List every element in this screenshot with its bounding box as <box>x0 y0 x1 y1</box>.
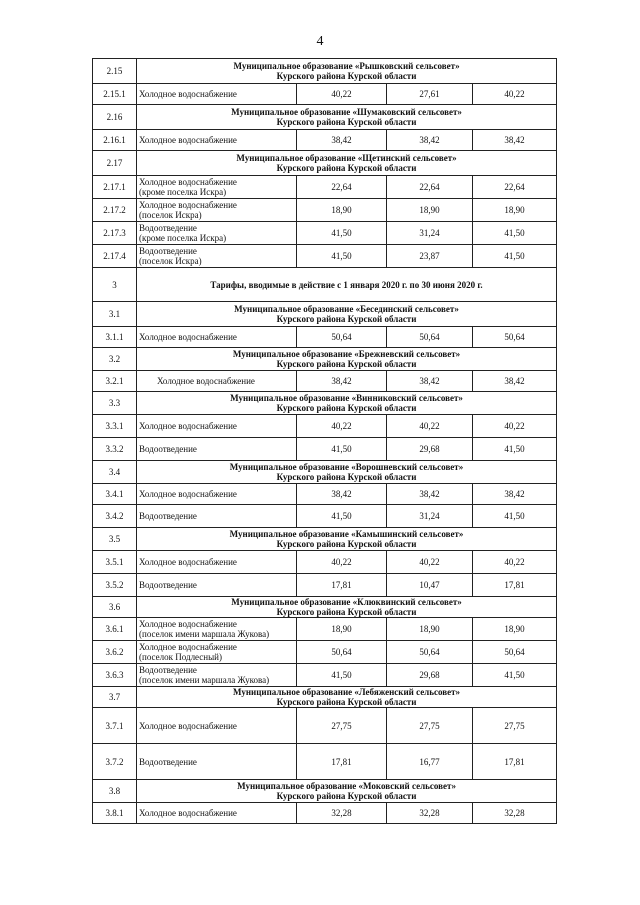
tariff-value: 29,68 <box>387 438 473 461</box>
municipality-header-row <box>93 348 557 371</box>
tariff-value: 40,22 <box>387 551 473 574</box>
row-number: 3.3.2 <box>93 438 137 461</box>
page-number: 4 <box>316 34 324 49</box>
service-description <box>137 618 297 641</box>
service-description-line: Холодное водоснабжение <box>157 376 255 386</box>
municipality-header-line: Муниципальное образование «Рышковский сельсовет» <box>233 61 460 71</box>
tariff-table-body <box>93 59 557 824</box>
tariff-value: 40,22 <box>473 551 557 574</box>
row-number: 3.1.1 <box>93 327 137 348</box>
tariff-value: 16,77 <box>387 744 473 780</box>
service-description-line: (поселок имени маршала Жукова) <box>139 629 270 639</box>
tariff-value: 27,75 <box>387 708 473 744</box>
table-row <box>93 618 557 641</box>
service-description <box>137 199 297 222</box>
table-row <box>93 245 557 268</box>
tariff-value: 17,81 <box>297 574 387 597</box>
row-number: 3.8 <box>93 780 137 803</box>
municipality-header-row <box>93 302 557 327</box>
tariff-value: 38,42 <box>387 130 473 151</box>
row-number: 2.17 <box>93 151 137 176</box>
row-number: 3.6 <box>93 597 137 618</box>
tariff-value: 38,42 <box>297 130 387 151</box>
service-description <box>137 505 297 528</box>
row-number: 2.15.1 <box>93 84 137 105</box>
municipality-header-line: Курского района Курской области <box>276 539 417 549</box>
tariff-value: 40,22 <box>387 415 473 438</box>
service-description-line: (поселок Подлесный) <box>139 652 222 662</box>
municipality-header-line: Курского района Курской области <box>276 697 417 707</box>
service-description <box>137 130 297 151</box>
municipality-header <box>137 151 557 176</box>
table-row <box>93 744 557 780</box>
municipality-header <box>137 528 557 551</box>
row-number: 3.4 <box>93 461 137 484</box>
service-description <box>137 551 297 574</box>
service-description <box>137 641 297 664</box>
row-number: 2.16 <box>93 105 137 130</box>
row-number: 2.15 <box>93 59 137 84</box>
municipality-header <box>137 105 557 130</box>
table-row <box>93 176 557 199</box>
service-description <box>137 803 297 824</box>
row-number: 2.17.2 <box>93 199 137 222</box>
row-number: 3.7 <box>93 687 137 708</box>
tariff-value: 41,50 <box>473 438 557 461</box>
tariff-value: 22,64 <box>387 176 473 199</box>
tariff-value: 18,90 <box>473 618 557 641</box>
table-row <box>93 371 557 392</box>
service-description-line: Водоотведение <box>139 580 197 590</box>
municipality-header-line: Муниципальное образование «Шумаковский сельсовет» <box>231 107 462 117</box>
row-number: 2.17.3 <box>93 222 137 245</box>
tariff-value: 18,90 <box>387 199 473 222</box>
tariff-value: 29,68 <box>387 664 473 687</box>
municipality-header-line: Муниципальное образование «Брежневский сельсовет» <box>232 349 461 359</box>
municipality-header <box>137 597 557 618</box>
municipality-header <box>137 780 557 803</box>
tariff-value: 41,50 <box>297 438 387 461</box>
municipality-header-line: Муниципальное образование «Винниковский сельсовет» <box>230 393 463 403</box>
service-description-line: Холодное водоснабжение <box>139 489 237 499</box>
tariff-value: 40,22 <box>297 84 387 105</box>
tariff-value: 17,81 <box>473 574 557 597</box>
section-row <box>93 268 557 302</box>
tariff-value: 23,87 <box>387 245 473 268</box>
tariff-value: 17,81 <box>473 744 557 780</box>
service-description-line: Холодное водоснабжение <box>139 557 237 567</box>
municipality-header-line: Курского района Курской области <box>276 472 417 482</box>
service-description-line: Холодное водоснабжение <box>139 421 237 431</box>
municipality-header <box>137 687 557 708</box>
service-description-line: Холодное водоснабжение <box>139 200 237 210</box>
tariff-value: 22,64 <box>297 176 387 199</box>
row-number: 3.8.1 <box>93 803 137 824</box>
tariff-value: 41,50 <box>297 505 387 528</box>
row-number: 3.3 <box>93 392 137 415</box>
tariff-value: 18,90 <box>297 618 387 641</box>
service-description-line: Водоотведение <box>139 246 197 256</box>
municipality-header-line: Курского района Курской области <box>276 607 417 617</box>
municipality-header-line: Курского района Курской области <box>276 163 417 173</box>
municipality-header-line: Курского района Курской области <box>276 117 417 127</box>
service-description-line: Холодное водоснабжение <box>139 332 237 342</box>
municipality-header-line: Муниципальное образование «Ворошневский сельсовет» <box>229 462 464 472</box>
service-description-line: Водоотведение <box>139 223 197 233</box>
table-row <box>93 803 557 824</box>
row-number: 3.5.2 <box>93 574 137 597</box>
row-number: 3.5.1 <box>93 551 137 574</box>
table-row <box>93 664 557 687</box>
service-description <box>137 664 297 687</box>
tariff-value: 50,64 <box>297 327 387 348</box>
tariff-value: 40,22 <box>473 415 557 438</box>
tariff-table <box>92 58 557 824</box>
tariff-value: 38,42 <box>473 130 557 151</box>
tariff-value: 50,64 <box>387 641 473 664</box>
service-description-line: Холодное водоснабжение <box>139 720 237 731</box>
service-description-line: Водоотведение <box>139 665 197 675</box>
tariff-value: 41,50 <box>297 222 387 245</box>
municipality-header-row <box>93 151 557 176</box>
municipality-header-line: Муниципальное образование «Лебяженский сельсовет» <box>232 687 461 697</box>
tariff-value: 50,64 <box>473 641 557 664</box>
tariff-value: 32,28 <box>297 803 387 824</box>
row-number: 3.7.1 <box>93 708 137 744</box>
service-description-line: Холодное водоснабжение <box>139 89 237 99</box>
tariff-value: 22,64 <box>473 176 557 199</box>
tariff-value: 38,42 <box>473 484 557 505</box>
municipality-header-line: Муниципальное образование «Камышинский сельсовет» <box>229 529 464 539</box>
service-description-line: Холодное водоснабжение <box>139 619 237 629</box>
row-number: 3.4.1 <box>93 484 137 505</box>
tariff-value: 27,61 <box>387 84 473 105</box>
service-description-line: Холодное водоснабжение <box>139 642 237 652</box>
row-number: 3.6.2 <box>93 641 137 664</box>
service-description <box>137 438 297 461</box>
table-row <box>93 84 557 105</box>
row-number: 2.17.1 <box>93 176 137 199</box>
table-row <box>93 641 557 664</box>
tariff-value: 38,42 <box>387 484 473 505</box>
municipality-header-line: Муниципальное образование «Щетинский сельсовет» <box>236 153 457 163</box>
municipality-header-row <box>93 105 557 130</box>
municipality-header-line: Курского района Курской области <box>276 791 417 801</box>
service-description <box>137 245 297 268</box>
municipality-header-row <box>93 780 557 803</box>
tariff-value: 38,42 <box>297 484 387 505</box>
tariff-value: 18,90 <box>387 618 473 641</box>
tariff-value: 10,47 <box>387 574 473 597</box>
service-description <box>137 708 297 744</box>
service-description <box>137 415 297 438</box>
table-row <box>93 415 557 438</box>
row-number: 3.6.3 <box>93 664 137 687</box>
service-description-line: (поселок имени маршала Жукова) <box>139 675 270 685</box>
tariff-value: 41,50 <box>473 222 557 245</box>
tariff-value: 41,50 <box>297 245 387 268</box>
service-description-line: (поселок Искра) <box>139 210 202 220</box>
municipality-header-line: Курского района Курской области <box>276 314 417 324</box>
service-description <box>137 84 297 105</box>
service-description-line: (кроме поселка Искра) <box>139 233 227 243</box>
tariff-value: 38,42 <box>297 371 387 392</box>
row-number: 3 <box>93 268 137 302</box>
table-row <box>93 199 557 222</box>
row-number: 3.2.1 <box>93 371 137 392</box>
row-number: 2.17.4 <box>93 245 137 268</box>
municipality-header-line: Курского района Курской области <box>276 403 417 413</box>
municipality-header-row <box>93 461 557 484</box>
section-title: Тарифы, вводимые в действие с 1 января 2020 г. по 30 июня 2020 г. <box>137 268 557 302</box>
municipality-header-line: Муниципальное образование «Клюквинский сельсовет» <box>231 597 462 607</box>
service-description-line: Водоотведение <box>139 444 197 454</box>
municipality-header-line: Муниципальное образование «Бесединский сельсовет» <box>234 304 459 314</box>
row-number: 3.4.2 <box>93 505 137 528</box>
tariff-value: 32,28 <box>387 803 473 824</box>
municipality-header-row <box>93 597 557 618</box>
municipality-header <box>137 59 557 84</box>
table-row <box>93 505 557 528</box>
service-description-line: (поселок Искра) <box>139 256 202 266</box>
tariff-value: 27,75 <box>297 708 387 744</box>
municipality-header-row <box>93 59 557 84</box>
service-description <box>137 222 297 245</box>
municipality-header <box>137 302 557 327</box>
row-number: 3.5 <box>93 528 137 551</box>
row-number: 3.6.1 <box>93 618 137 641</box>
service-description <box>137 327 297 348</box>
service-description-line: Водоотведение <box>139 756 197 767</box>
tariff-value: 50,64 <box>297 641 387 664</box>
row-number: 3.7.2 <box>93 744 137 780</box>
municipality-header-line: Муниципальное образование «Моковский сельсовет» <box>237 781 456 791</box>
table-row <box>93 327 557 348</box>
tariff-value: 18,90 <box>297 199 387 222</box>
table-row <box>93 708 557 744</box>
tariff-value: 41,50 <box>297 664 387 687</box>
service-description-line: Холодное водоснабжение <box>139 135 237 145</box>
tariff-value: 17,81 <box>297 744 387 780</box>
municipality-header-line: Курского района Курской области <box>276 359 417 369</box>
tariff-value: 50,64 <box>473 327 557 348</box>
table-row <box>93 551 557 574</box>
tariff-value: 41,50 <box>473 245 557 268</box>
service-description <box>137 176 297 199</box>
tariff-value: 27,75 <box>473 708 557 744</box>
tariff-value: 40,22 <box>297 551 387 574</box>
municipality-header <box>137 348 557 371</box>
row-number: 2.16.1 <box>93 130 137 151</box>
service-description <box>137 484 297 505</box>
table-row <box>93 574 557 597</box>
service-description <box>137 574 297 597</box>
service-description-line: Холодное водоснабжение <box>139 177 237 187</box>
municipality-header <box>137 392 557 415</box>
service-description <box>137 371 297 392</box>
tariff-value: 40,22 <box>297 415 387 438</box>
tariff-value: 18,90 <box>473 199 557 222</box>
tariff-value: 38,42 <box>387 371 473 392</box>
tariff-value: 38,42 <box>473 371 557 392</box>
row-number: 3.1 <box>93 302 137 327</box>
table-row <box>93 130 557 151</box>
service-description-line: (кроме поселка Искра) <box>139 187 227 197</box>
row-number: 3.3.1 <box>93 415 137 438</box>
tariff-value: 41,50 <box>473 505 557 528</box>
municipality-header-row <box>93 528 557 551</box>
tariff-value: 41,50 <box>473 664 557 687</box>
table-row <box>93 484 557 505</box>
municipality-header-row <box>93 392 557 415</box>
tariff-value: 31,24 <box>387 222 473 245</box>
row-number: 3.2 <box>93 348 137 371</box>
municipality-header-row <box>93 687 557 708</box>
service-description-line: Холодное водоснабжение <box>139 808 237 818</box>
municipality-header <box>137 461 557 484</box>
tariff-value: 40,22 <box>473 84 557 105</box>
tariff-value: 50,64 <box>387 327 473 348</box>
municipality-header-line: Курского района Курской области <box>276 71 417 81</box>
tariff-value: 31,24 <box>387 505 473 528</box>
table-row <box>93 222 557 245</box>
service-description-line: Водоотведение <box>139 511 197 521</box>
table-row <box>93 438 557 461</box>
service-description <box>137 744 297 780</box>
tariff-value: 32,28 <box>473 803 557 824</box>
